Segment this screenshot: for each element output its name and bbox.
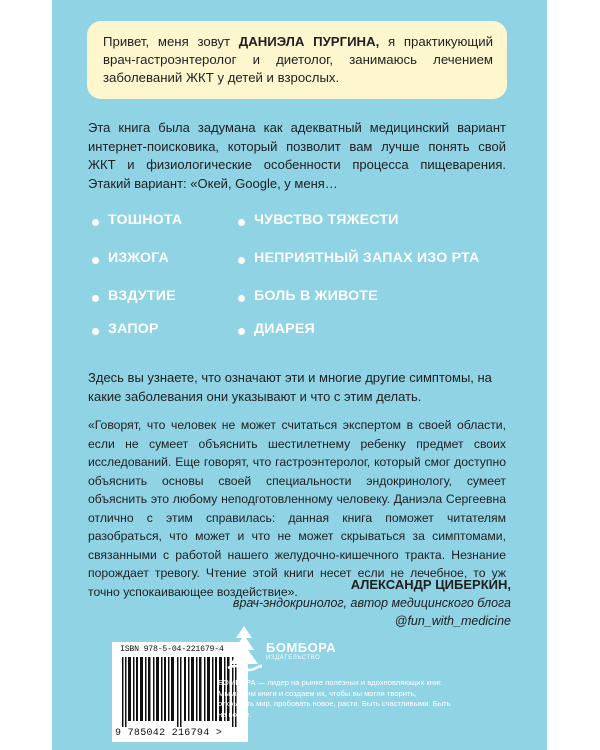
symptom-right-3: БОЛЬ В ЖИВОТЕ	[254, 288, 378, 304]
publisher-about: БОМБОРА — лидер на рынке полезных и вдохновляющих книг. Мы любим книги и создаем их, чтобы вы могли творить, открывать мир, пробовать новое, расти. Быть счастливыми. Быть на волне.	[218, 678, 451, 719]
bullet-icon	[92, 257, 99, 264]
bullet-icon	[238, 328, 245, 335]
barcode-number: 9 785042 216794 >	[115, 728, 223, 739]
symptom-right-1: ЧУВСТВО ТЯЖЕСТИ	[254, 212, 399, 228]
intro-text-end: я практикующий врач-гастроэнтеролог и диетолог, занимаюсь лечением заболеваний ЖКТ у детей и взрослых.	[103, 34, 493, 85]
symptom-right-4: ДИАРЕЯ	[254, 321, 315, 337]
book-description: Эта книга была задумана как адекватный медицинский вариант интернет-поисковика, который позволит вам лучше понять свой ЖКТ и физиологические особенности процесса пищеварения. Этакий вариант: «Окей, Google, у меня…	[88, 120, 506, 191]
reviewer-blog: @fun_with_medicine	[394, 614, 511, 628]
bullet-icon	[238, 257, 245, 264]
symptom-left-1: ТОШНОТА	[108, 212, 183, 228]
symptom-left-4: ЗАПОР	[108, 321, 159, 337]
intro-text-start: Привет, меня зовут	[103, 34, 239, 49]
publisher-subtitle: ИЗДАТЕЛЬСТВО	[266, 655, 321, 661]
symptom-right-2: НЕПРИЯТНЫЙ ЗАПАХ ИЗО РТА	[254, 250, 480, 266]
book-back-cover	[52, 0, 547, 750]
bombora-logo-icon	[226, 624, 262, 674]
symptom-left-2: ИЗЖОГА	[108, 250, 169, 266]
author-intro-text	[103, 33, 493, 87]
isbn-label: ISBN 978-5-04-221679-4	[120, 645, 224, 654]
learn-paragraph: Здесь вы узнаете, что означают эти и многие другие симптомы, на какие заболевания они указывают и что с этим делать.	[88, 370, 492, 404]
symptom-left-3: ВЗДУТИЕ	[108, 288, 176, 304]
reviewer-name: АЛЕКСАНДР ЦИБЕРКИН,	[350, 577, 511, 592]
review-quote: «Говорят, что человек не может считаться экспертом в своей области, если не сумеет объяснить шестилетнему ребенку предмет своих исследований. Еще говорят, что гастроэнтеролог, который смог доступно объяснить основы своей специальности эндокринологу, сумеет объяснить это любому неподготовленному человеку. Даниэла Сергеевна отлично с этим справилась: данная книга поможет читателям разобраться, что может и что не может скрываться за симптомами, связанными с работой нашего желудочно-кишечного тракта. Незнание порождает тревогу. Чтение этой книги несет если не лечебное, то уж точно успокаивающее воздействие».	[88, 418, 506, 599]
author-intro-box	[87, 21, 507, 99]
reviewer-role: врач-эндокринолог, автор медицинского блога	[232, 596, 511, 610]
author-name-highlight: ДАНИЭЛА ПУРГИНА,	[238, 34, 380, 49]
bullet-icon	[92, 328, 99, 335]
bullet-icon	[92, 295, 99, 302]
bullet-icon	[92, 219, 99, 226]
publisher-name: БОМБОРА	[266, 640, 337, 655]
bullet-icon	[238, 295, 245, 302]
bullet-icon	[238, 219, 245, 226]
